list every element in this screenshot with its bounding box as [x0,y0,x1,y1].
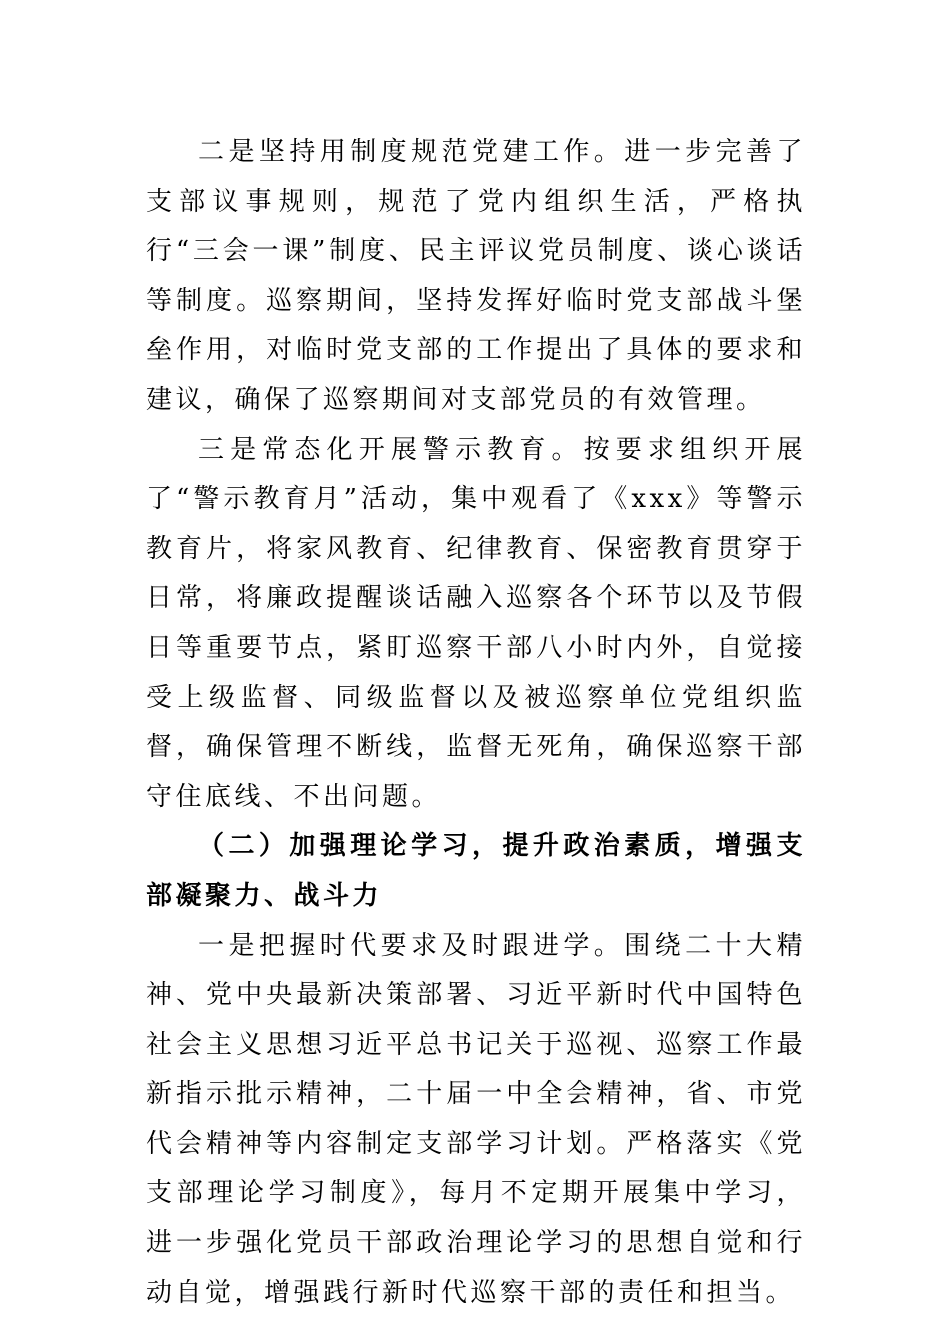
paragraph-warning-education: 三是常态化开展警示教育。按要求组织开展了“警示教育月”活动，集中观看了《xxx》等警示教育片，将家风教育、纪律教育、保密教育贯穿于日常，将廉政提醒谈话融入巡察各个环节以及节假日等重要节点，紧盯巡察干部八小时内外，自觉接受上级监督、同级监督以及被巡察单位党组织监督，确保管理不断线，监督无死角，确保巡察干部守住底线、不出问题。 [146,434,806,812]
paragraph-institutional-norms: 二是坚持用制度规范党建工作。进一步完善了支部议事规则，规范了党内组织生活，严格执行“三会一课”制度、民主评议党员制度、谈心谈话等制度。巡察期间，坚持发挥好临时党支部战斗堡垒作用，对临时党支部的工作提出了具体的要求和建议，确保了巡察期间对支部党员的有效管理。 [146,137,806,415]
section-heading: （二）加强理论学习，提升政治素质，增强支部凝聚力、战斗力 [146,831,806,911]
document-body [146,128,806,1318]
paragraph-theory-study: 一是把握时代要求及时跟进学。围绕二十大精神、党中央最新决策部署、习近平新时代中国特色社会主义思想习近平总书记关于巡视、巡察工作最新指示批示精神，二十届一中全会精神，省、市党代会精神等内容制定支部学习计划。严格落实《党支部理论学习制度》，每月不定期开展集中学习，进一步强化党员干部政治理论学习的思想自觉和行动自觉，增强践行新时代巡察干部的责任和担当。 [146,930,806,1308]
